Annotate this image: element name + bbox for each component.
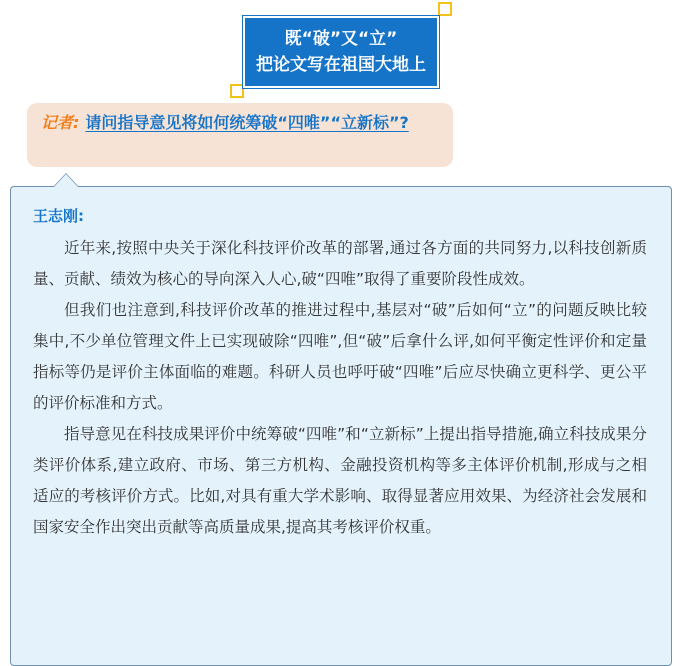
question-bubble — [27, 103, 453, 167]
decorative-corner-bottom-left — [230, 84, 244, 98]
answer-paragraph-1: 近年来,按照中央关于深化科技评价改革的部署,通过各方面的共同努力,以科技创新质量、贡献、绩效为核心的导向深入人心,破“四唯”取得了重要阶段性成效。 — [33, 239, 647, 288]
answer-paragraph-2: 但我们也注意到,科技评价改革的推进过程中,基层对“破”后如何“立”的问题反映比较集中,不少单位管理文件上已实现破除“四唯”,但“破”后拿什么评,如何平衡定性评价和定量指标等仍是评价主体面临的难题。科研人员也呼吁破“四唯”后应尽快确立更科学、更公平的评价标准和方式。 — [33, 301, 647, 412]
question-text[interactable]: 请问指导意见将如何统筹破“四唯”“立新标”? — [85, 113, 409, 132]
answer-panel — [10, 186, 672, 666]
title-line-1: 既“破”又“立” — [284, 29, 398, 49]
title-line-2: 把论文写在祖国大地上 — [256, 55, 426, 75]
answer-paragraph-3: 指导意见在科技成果评价中统筹破“四唯”和“立新标”上提出指导措施,确立科技成果分类评价体系,建立政府、市场、第三方机构、金融投资机构等多主体评价机制,形成与之相适应的考核评价方式。比如,对具有重大学术影响、取得显著应用效果、为经济社会发展和国家安全作出突出贡献等高质量成果,提高其考核评价权重。 — [33, 425, 647, 536]
speaker-name: 王志刚: — [33, 207, 84, 225]
reporter-label: 记者: — [41, 113, 80, 132]
title-banner — [238, 10, 444, 90]
title-box — [243, 16, 439, 88]
decorative-corner-top-right — [438, 2, 452, 16]
speech-pointer — [53, 173, 79, 187]
